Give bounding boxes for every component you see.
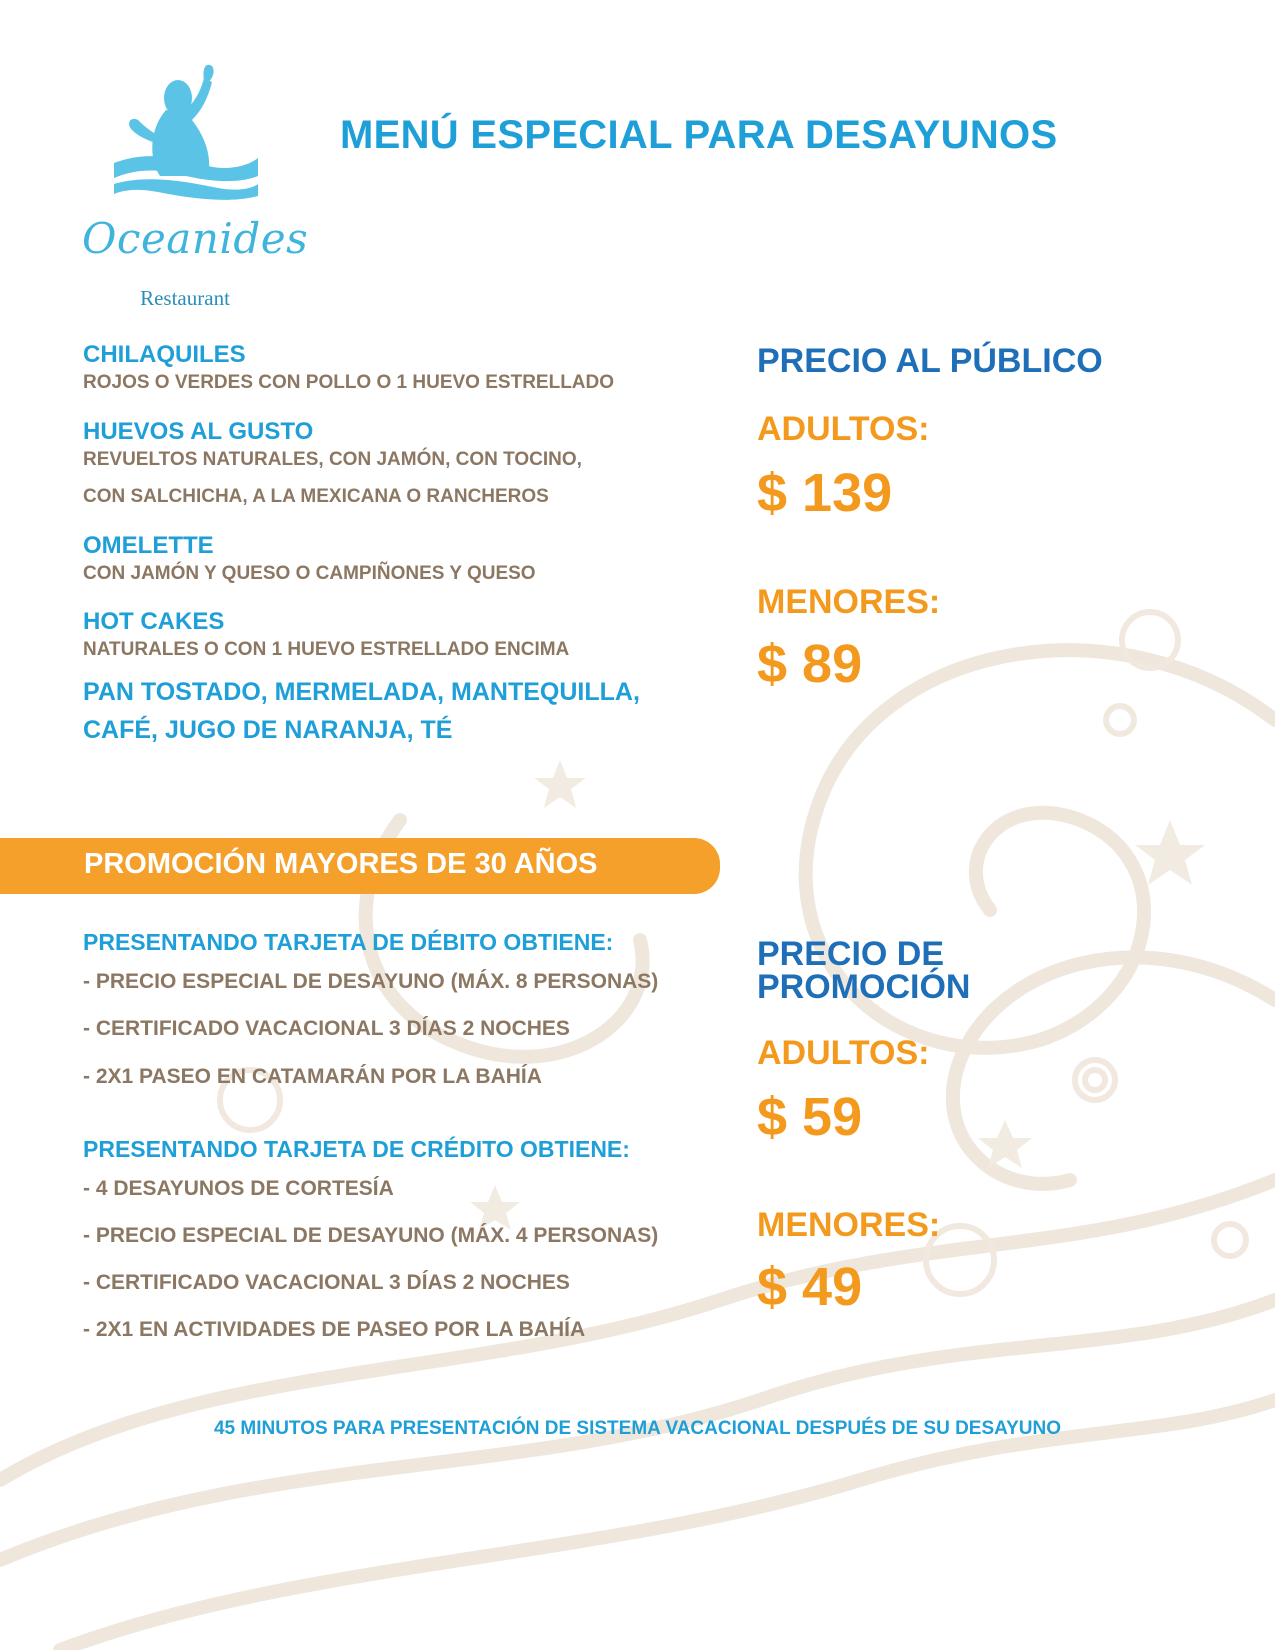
brand-subtitle: Restaurant	[140, 286, 230, 310]
oceanides-logo-icon	[108, 58, 268, 208]
menu-item-name: OMELETTE	[83, 532, 214, 559]
promo-banner	[0, 838, 720, 894]
minors-label: MENORES:	[757, 1206, 941, 1244]
page-title: MENÚ ESPECIAL PARA DESAYUNOS	[340, 113, 1058, 157]
footer-note: 45 MINUTOS PARA PRESENTACIÓN DE SISTEMA VACACIONAL DESPUÉS DE SU DESAYUNO	[213, 1418, 1062, 1439]
public-price-heading: PRECIO AL PÚBLICO	[757, 342, 1103, 380]
menu-item-description: CON SALCHICHA, A LA MEXICANA O RANCHEROS	[83, 486, 549, 507]
benefit-item: - CERTIFICADO VACACIONAL 3 DÍAS 2 NOCHES	[83, 1271, 570, 1294]
debit-card-heading: PRESENTANDO TARJETA DE DÉBITO OBTIENE:	[83, 929, 614, 955]
menu-item-name: HUEVOS AL GUSTO	[83, 418, 314, 445]
menu-extras: CAFÉ, JUGO DE NARANJA, TÉ	[83, 716, 453, 744]
benefit-item: - 4 DESAYUNOS DE CORTESÍA	[83, 1177, 394, 1200]
promo-price-heading: PROMOCIÓN	[757, 968, 971, 1006]
credit-card-heading: PRESENTANDO TARJETA DE CRÉDITO OBTIENE:	[83, 1136, 630, 1162]
promo-price-heading: PRECIO DE	[757, 935, 945, 973]
benefit-item: - PRECIO ESPECIAL DE DESAYUNO (MÁX. 4 PERSONAS)	[83, 1224, 659, 1247]
brand-name: Oceanides	[82, 214, 309, 263]
minors-price: $ 49	[757, 1257, 863, 1317]
benefit-item: - 2X1 EN ACTIVIDADES DE PASEO POR LA BAHÍA	[83, 1318, 586, 1341]
minors-price: $ 89	[757, 634, 863, 694]
promo-banner-text: PROMOCIÓN MAYORES DE 30 AÑOS	[84, 848, 598, 880]
menu-item-description: ROJOS O VERDES CON POLLO O 1 HUEVO ESTRELLADO	[83, 372, 615, 393]
adults-price: $ 139	[757, 463, 893, 523]
minors-label: MENORES:	[757, 583, 941, 621]
adults-label: ADULTOS:	[757, 410, 930, 448]
adults-price: $ 59	[757, 1087, 863, 1147]
benefit-item: - 2X1 PASEO EN CATAMARÁN POR LA BAHÍA	[83, 1065, 542, 1088]
menu-item-description: NATURALES O CON 1 HUEVO ESTRELLADO ENCIMA	[83, 639, 570, 660]
menu-item-name: CHILAQUILES	[83, 341, 246, 368]
menu-item-name: HOT CAKES	[83, 608, 225, 635]
menu-item-description: REVUELTOS NATURALES, CON JAMÓN, CON TOCINO,	[83, 449, 582, 470]
menu-item-description: CON JAMÓN Y QUESO O CAMPIÑONES Y QUESO	[83, 563, 536, 584]
benefit-item: - PRECIO ESPECIAL DE DESAYUNO (MÁX. 8 PERSONAS)	[83, 970, 659, 993]
menu-extras: PAN TOSTADO, MERMELADA, MANTEQUILLA,	[83, 678, 640, 706]
adults-label: ADULTOS:	[757, 1034, 930, 1072]
benefit-item: - CERTIFICADO VACACIONAL 3 DÍAS 2 NOCHES	[83, 1017, 570, 1040]
